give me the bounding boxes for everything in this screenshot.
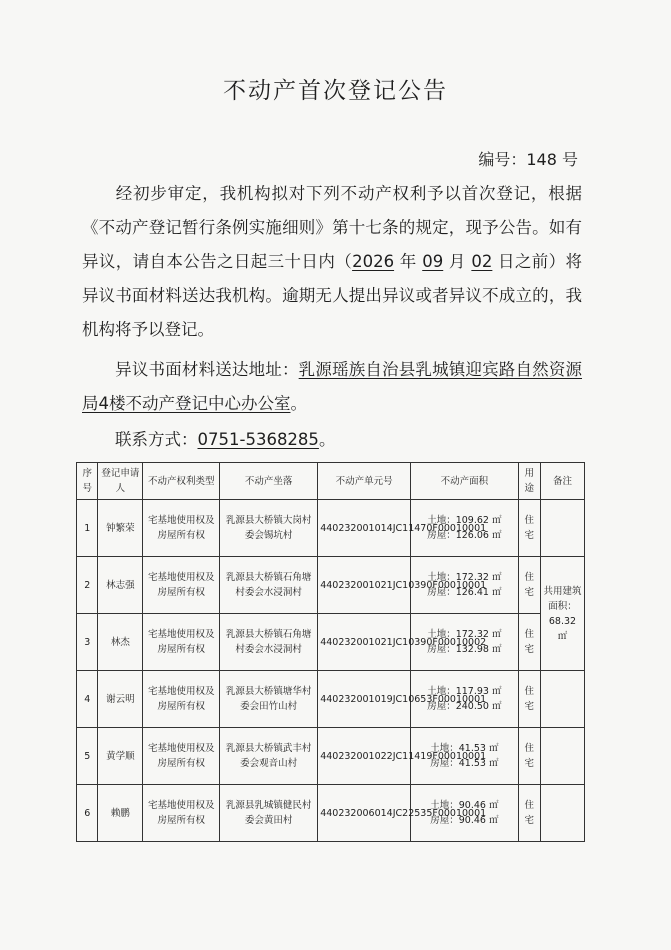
house-area: 房屋：126.06 ㎡ xyxy=(427,530,502,541)
location-cell: 乳源县大桥镇武丰村委会观音山村 xyxy=(220,728,318,785)
header-no: 序号 xyxy=(77,463,98,500)
area-cell xyxy=(411,557,518,614)
row-number: 2 xyxy=(77,557,98,614)
notice-paragraph xyxy=(82,177,582,347)
header-unit-no: 不动产单元号 xyxy=(318,463,411,500)
house-area: 房屋：126.41 ㎡ xyxy=(427,587,502,598)
header-location: 不动产坐落 xyxy=(220,463,318,500)
month-unit: 月 xyxy=(443,252,472,271)
area-cell xyxy=(411,671,518,728)
table-row xyxy=(77,500,585,557)
table-header-row xyxy=(77,463,585,500)
land-area: 土地：90.46 ㎡ xyxy=(430,800,499,811)
land-area: 土地：41.53 ㎡ xyxy=(430,743,499,754)
table-row xyxy=(77,614,585,671)
unit-number-cell: 440232001014JC11470F00010001 xyxy=(318,500,411,557)
contact-paragraph xyxy=(82,423,582,457)
house-area: 房屋：41.53 ㎡ xyxy=(430,758,499,769)
right-type-cell: 宅基地使用权及房屋所有权 xyxy=(143,785,220,842)
note-cell xyxy=(540,671,584,728)
row-number: 6 xyxy=(77,785,98,842)
table-row xyxy=(77,728,585,785)
page-title: 不动产首次登记公告 xyxy=(223,78,448,104)
use-cell: 住宅 xyxy=(518,728,540,785)
location-cell: 乳源县大桥镇大岗村委会锡坑村 xyxy=(220,500,318,557)
use-cell: 住宅 xyxy=(518,785,540,842)
table-row xyxy=(77,671,585,728)
row-number: 3 xyxy=(77,614,98,671)
paragraph-text-end: 日之前）将异议书面材料送达我机构。逾期无人提出异议或者异议不成立的，我机构将予以登记。 xyxy=(82,252,583,339)
applicant-cell: 赖鹏 xyxy=(98,785,143,842)
use-cell: 住宅 xyxy=(518,614,540,671)
right-type-cell: 宅基地使用权及房屋所有权 xyxy=(143,500,220,557)
use-cell: 住宅 xyxy=(518,671,540,728)
area-cell xyxy=(411,614,518,671)
location-cell: 乳源县大桥镇石角塘村委会水浸洞村 xyxy=(220,614,318,671)
note-cell xyxy=(540,500,584,557)
location-cell: 乳源县大桥镇石角塘村委会水浸洞村 xyxy=(220,557,318,614)
shared-note-cell: 共用建筑面积：68.32 ㎡ xyxy=(540,557,584,671)
header-note: 备注 xyxy=(540,463,584,500)
paragraph-text: 经初步审定，我机构拟对下列不动产权利予以首次登记，根据《不动产登记暂行条例实施细则》第十七条的规定，现予公告。如有异议，请自本公告之日起三十日内（ xyxy=(82,184,582,271)
header-applicant: 登记申请人 xyxy=(98,463,143,500)
contact-phone: 0751-5368285 xyxy=(197,430,319,449)
unit-number-cell: 440232001019JC10653F00010001 xyxy=(318,671,411,728)
unit-number-cell: 440232006014JC22535F00010001 xyxy=(318,785,411,842)
table-row xyxy=(77,785,585,842)
land-area: 土地：172.32 ㎡ xyxy=(427,572,502,583)
unit-number-cell: 440232001022JC11419F00010001 xyxy=(318,728,411,785)
address-label: 异议书面材料送达地址： xyxy=(115,360,299,379)
applicant-cell: 钟繁荣 xyxy=(98,500,143,557)
land-area: 土地：109.62 ㎡ xyxy=(427,515,502,526)
contact-end: 。 xyxy=(318,430,336,449)
deadline-day: 02 xyxy=(471,252,493,271)
deadline-month: 09 xyxy=(422,252,444,271)
location-cell: 乳源县大桥镇塘华村委会田竹山村 xyxy=(220,671,318,728)
right-type-cell: 宅基地使用权及房屋所有权 xyxy=(143,557,220,614)
use-cell: 住宅 xyxy=(518,557,540,614)
applicant-cell: 谢云明 xyxy=(98,671,143,728)
header-right-type: 不动产权利类型 xyxy=(143,463,220,500)
right-type-cell: 宅基地使用权及房屋所有权 xyxy=(143,728,220,785)
note-cell xyxy=(540,728,584,785)
house-area: 房屋：132.98 ㎡ xyxy=(427,644,502,655)
land-area: 土地：172.32 ㎡ xyxy=(427,629,502,640)
address-end: 。 xyxy=(290,394,307,413)
row-number: 1 xyxy=(77,500,98,557)
objection-address: 乳源瑶族自治县乳城镇迎宾路自然资源局4楼不动产登记中心办公室 xyxy=(82,360,583,413)
house-area: 房屋：240.50 ㎡ xyxy=(427,701,502,712)
year-unit: 年 xyxy=(394,252,423,271)
document-number: 编号：148 号 xyxy=(478,150,578,169)
row-number: 4 xyxy=(77,671,98,728)
deadline-year: 2026 xyxy=(352,252,395,271)
unit-number-cell: 440232001021JC10390F00010001 xyxy=(318,557,411,614)
use-cell: 住宅 xyxy=(518,500,540,557)
registration-table xyxy=(76,462,585,842)
location-cell: 乳源县乳城镇健民村委会黄田村 xyxy=(220,785,318,842)
right-type-cell: 宅基地使用权及房屋所有权 xyxy=(143,671,220,728)
header-area: 不动产面积 xyxy=(411,463,518,500)
table-row xyxy=(77,557,585,614)
applicant-cell: 林志强 xyxy=(98,557,143,614)
note-cell xyxy=(540,785,584,842)
address-paragraph xyxy=(82,353,582,421)
area-cell xyxy=(411,500,518,557)
applicant-cell: 黄学顺 xyxy=(98,728,143,785)
header-use: 用途 xyxy=(518,463,540,500)
right-type-cell: 宅基地使用权及房屋所有权 xyxy=(143,614,220,671)
row-number: 5 xyxy=(77,728,98,785)
unit-number-cell: 440232001021JC10390F00010002 xyxy=(318,614,411,671)
land-area: 土地：117.93 ㎡ xyxy=(427,686,502,697)
contact-label: 联系方式： xyxy=(115,430,198,449)
house-area: 房屋：90.46 ㎡ xyxy=(430,815,499,826)
applicant-cell: 林杰 xyxy=(98,614,143,671)
